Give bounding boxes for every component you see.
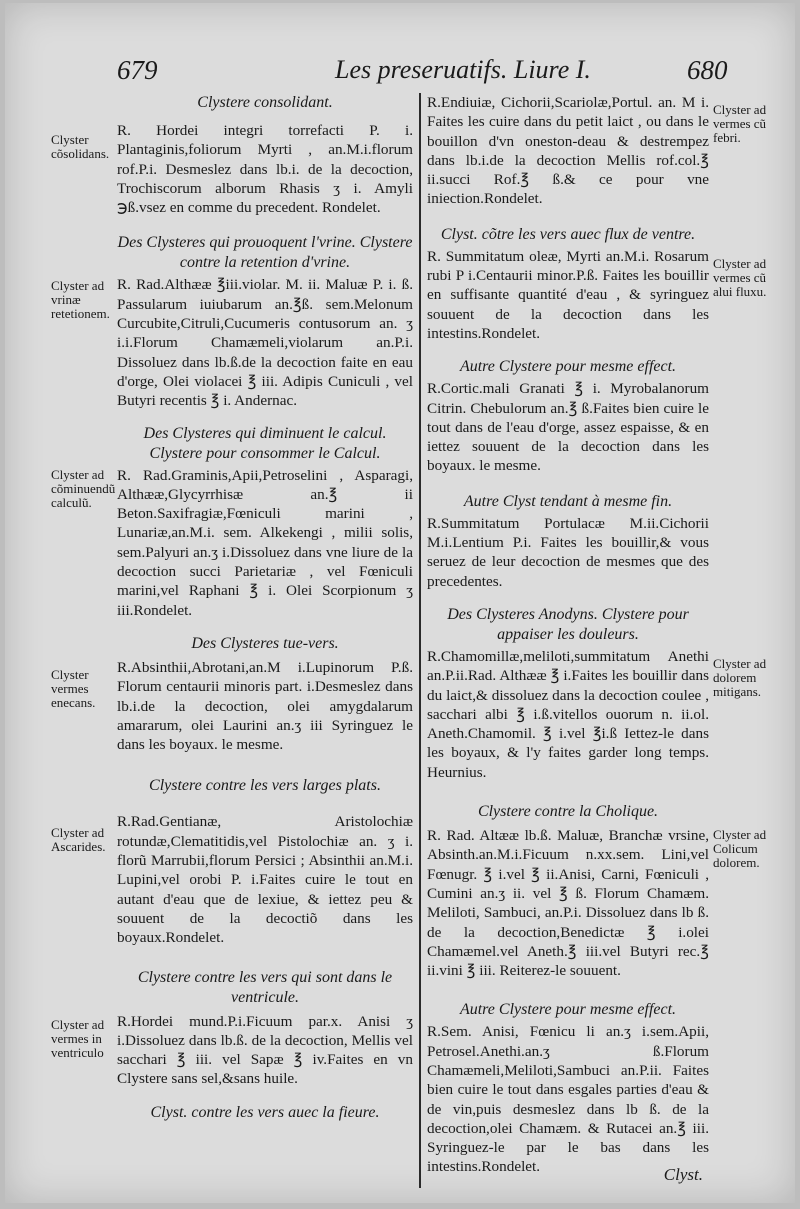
recipe-section xyxy=(117,1103,413,1123)
section-heading: Clystere contre les vers qui sont dans le ventricule. xyxy=(137,968,393,1006)
recipe-section xyxy=(427,605,767,782)
recipe-text: R.Endiuiæ, Cichorii,Scariolæ,Portul. an. M i. Faites les cuire dans du petit laict , ou dans le bouillon d'vn oneston-deau & destrempez dans lb.i.de la decoction Mellis rof.col.℥ ii.succi Rof.℥ ß.& ce pour vne iniection.Rondelet. xyxy=(427,94,709,208)
margin-note: Clyster ad dolorem mitigans. xyxy=(713,655,767,699)
recipe-text: R. Summitatum oleæ, Myrti an.M.i. Rosarum rubi P i.Centaurii minor.P.ß. Faites les bouillir en suffisante quantité d'eau , & syringuez souuent de la decoction dans les intestins.Rondelet. xyxy=(427,247,709,342)
margin-note: Clyster cõsolidans. xyxy=(51,132,110,161)
page-number-left: 679 xyxy=(117,55,158,85)
recipe-text: R.Absinthii,Abrotani,an.M i.Lupinorum P.ß. Florum centaurii minoris part. i.Desmeslez dans lb.i.de la decoction, olei amygdalarum amararum, olei Laurini an.ʒ iii Syringuez le dans les boyaux. le mesme. xyxy=(117,658,413,754)
recipe-section xyxy=(51,93,413,217)
recipe-text: R.Summitatum Portulacæ M.ii.Cichorii M.i.Lentium P.i. Faites les bouillir,& vous seruez de leur decoction de mesmes que des precedentes. xyxy=(427,514,709,590)
section-heading: Autre Clyst tendant à mesme fin. xyxy=(463,492,673,510)
section-heading: Clyst. cõtre les vers auec flux de ventre. xyxy=(440,225,696,243)
recipe-section xyxy=(427,225,767,343)
margin-note: Clyster vermes enecans. xyxy=(51,666,96,710)
column-rule xyxy=(419,93,421,1188)
margin-note: Clyster ad vrinæ retetionem. xyxy=(51,278,110,322)
page-number-right: 680 xyxy=(687,55,728,85)
recipe-text: R. Rad.Althææ ℥iii.violar. M. ii. Maluæ P. i. ß. Passularum iuiubarum an.℥ß. sem.Melonum Curcubite,Citruli,Cucumeris contusorum an. ʒ i.i.Florum Chamæmeli,violarum an.P.i. Dissoluez dans lb.ß.de la decoction faite en eau d'orge, Olei violacei ℥ iii. Adipis Cuniculi , vel Butyri recentis ℥ i. Andernac. xyxy=(117,276,413,410)
recipe-text: R.Chamomillæ,meliloti,summitatum Anethi an.P.ii.Rad. Althææ ℥ i.Faites les bouillir dans du laict,& dissoluez dans la decoction coulee , sacchari albi ℥ i.ß.vitellos ouorum n. ii.ol. Aneth.Chamomil. ℥ i.vel ℥i.ß Iettez-le dans les boyaux, & l'y faites garder long temps. Heurnius. xyxy=(427,647,709,781)
section-heading: Des Clysteres qui prouoquent l'vrine. Clystere contre la retention d'vrine. xyxy=(117,234,413,272)
section-heading: Clystere contre la Cholique. xyxy=(477,803,659,821)
recipe-text: R.Sem. Anisi, Fœnicu li an.ʒ i.sem.Apii, Petrosel.Anethi.an.ʒ ß.Florum Chamæmeli,Meliloti,Sambuci an.P.ii. Faites bien cuire le tout dans esgales parties d'eau & de vin,puis desmeslez dans lb ß. de la decoction,olei Chamæm. & Rutacei an.℥ iii. Syringuez-le par le bas dans les intestins.Rondelet. xyxy=(427,1023,709,1176)
section-heading: Autre Clystere pour mesme effect. xyxy=(459,358,677,376)
margin-note: Clyster ad vermes cũ febri. xyxy=(713,102,767,145)
recipe-section xyxy=(51,968,413,1089)
section-heading: Autre Clystere pour mesme effect. xyxy=(459,1001,677,1019)
margin-note: Clyster ad Ascarides. xyxy=(51,825,106,855)
margin-note: Clyster ad Colicum dolorem. xyxy=(713,827,767,871)
recipe-text: R. Rad.Graminis,Apii,Petroselini , Asparagi, Althææ,Glycyrrhisæ an.℥ ii Beton.Saxifragiæ,Fœniculi marini , Lunariæ,an.M.i. sem. Alkekengi , milii solis, sem.Palyuri an.ʒ i.Dissoluez dans vne liure de la decoction succi Parietariæ , vel Fœniculi marini,vel Raphani ℥ i. Olei Scorpionum ʒ iii.Rondelet. xyxy=(117,466,413,619)
recipe-section xyxy=(51,776,413,947)
recipe-section xyxy=(427,93,767,209)
recipe-section xyxy=(51,424,413,620)
running-title: Les preseruatifs. Liure I. xyxy=(335,55,591,84)
margin-note: Clyster ad vermes cũ alui fluxu. xyxy=(713,255,767,299)
recipe-section xyxy=(51,634,413,754)
recipe-section xyxy=(51,233,413,410)
margin-note: Clyster ad vermes in ventriculo xyxy=(51,1016,105,1060)
book-page xyxy=(5,3,795,1203)
recipe-section xyxy=(427,1000,709,1176)
section-heading: Clystere contre les vers larges plats. xyxy=(149,777,381,795)
catchword: Clyst. xyxy=(663,1165,703,1184)
section-heading: Des Clysteres qui diminuent le calcul. Clystere pour consommer le Calcul. xyxy=(143,424,387,462)
recipe-section xyxy=(427,802,767,980)
section-heading: Des Clysteres Anodyns. Clystere pour appaiser les douleurs. xyxy=(447,605,689,643)
left-column xyxy=(51,93,413,1123)
recipe-text: R.Rad.Gentianæ, Aristolochiæ rotundæ,Clematitidis,vel Pistolochiæ an. ʒ i. florũ Marrubii,florum Persici ; Absinthii an.M.i. Lupini,vel orobi P. i.Faites cuire le tout en autant d'eau que de lexiue, & iettez peu & souuent de la decoctiõ dans les boyaux.Rondelet. xyxy=(117,813,413,947)
section-heading: Clystere consolidant. xyxy=(197,94,333,111)
recipe-text: R.Hordei mund.P.i.Ficuum par.x. Anisi ʒ i.Dissoluez dans lb.ß. de la decoction, Mellis vel sacchari ℥ iii. vel Sapæ ℥ iv.Faites en vn Clystere sans sel,&sans huile. xyxy=(117,1012,413,1088)
recipe-section xyxy=(427,492,709,591)
right-column xyxy=(427,93,767,1177)
margin-note: Clyster ad cõminuendũ calculũ. xyxy=(51,466,116,510)
recipe-section xyxy=(427,357,709,475)
section-heading: Clyst. contre les vers auec la fieure. xyxy=(150,1103,380,1121)
section-heading: Des Clysteres tue-vers. xyxy=(191,634,339,652)
recipe-text: R.Cortic.mali Granati ℥ i. Myrobalanorum Citrin. Chebulorum an.℥ ß.Faites bien cuire le tout dans de l'eau d'orge, assez espaisse, & en iettez souuent de la decoction dans les boyaux. le mesme. xyxy=(427,380,709,475)
recipe-text: R. Rad. Altææ lb.ß. Maluæ, Branchæ vrsine, Absinth.an.M.i.Ficuum n.xx.sem. Lini,vel Fœnugr. ℥ i.vel ℥ ii.Anisi, Carni, Fœniculi , Cumini an.ʒ ii. vel ℥ ß. Florum Chamæm. Meliloti, Sambuci, an.P.i. Dissoluez dans lb ß. de la decoction,Benedictæ ℥ i.olei Chamæmel.vel Aneth.℥ iii.vel Butyri rec.℥ ii.vini ℥ iii. Reiterez-le souuent. xyxy=(427,827,709,980)
recipe-text: R. Hordei integri torrefacti P. i. Plantaginis,foliorum Myrti , an.M.i.florum rof.P.i. Desmeslez dans lb.i. de la decoction, Trochiscorum alborum Rhasis ʒ i. Amyli ℈ß.vsez en comme du precedent. Rondelet. xyxy=(117,122,413,217)
